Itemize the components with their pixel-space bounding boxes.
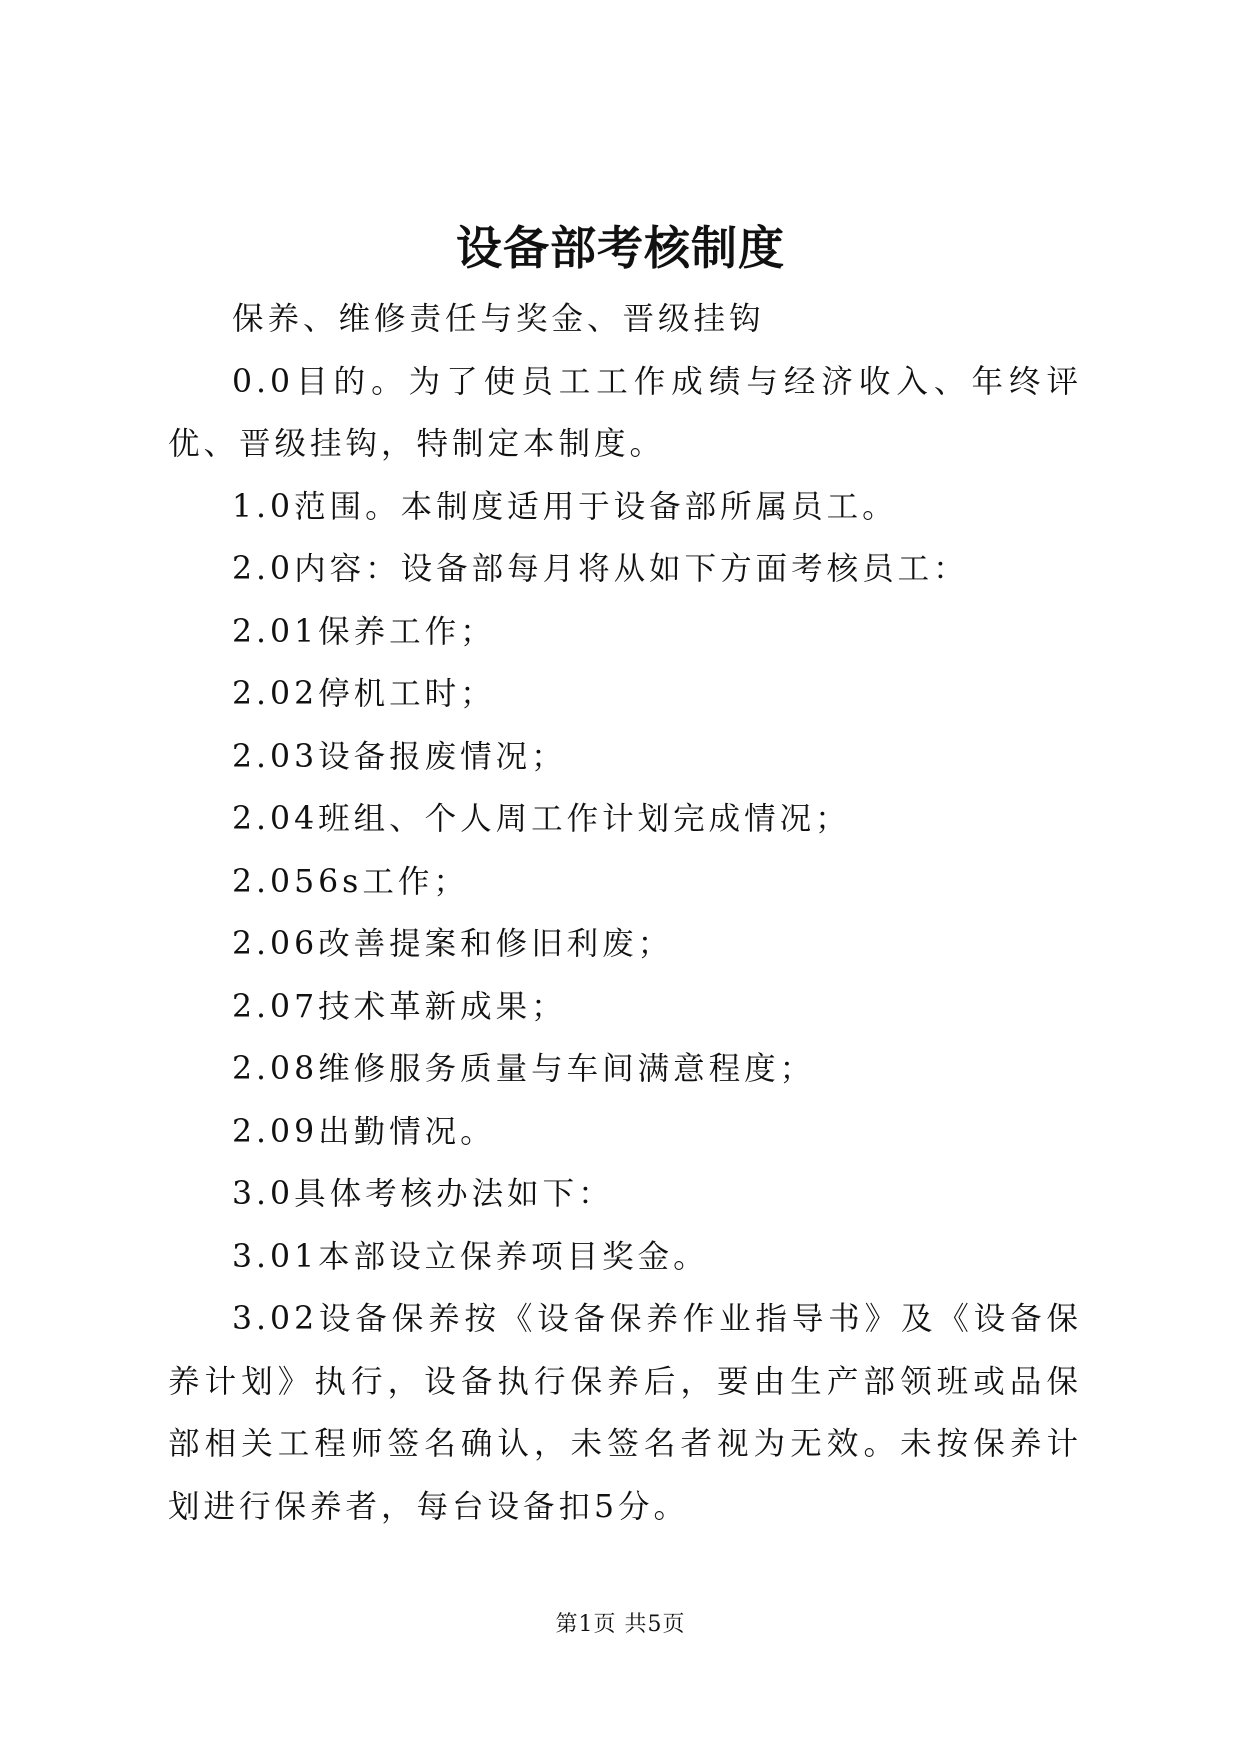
paragraph: 2.08维修服务质量与车间满意程度； bbox=[232, 1051, 816, 1087]
paragraph: 2.056s工作； bbox=[232, 863, 469, 900]
paragraph: 3.01本部设立保养项目奖金。 bbox=[232, 1238, 709, 1275]
paragraph: 2.0内容：设备部每月将从如下方面考核员工： bbox=[232, 551, 969, 587]
document-title: 设备部考核制度 bbox=[456, 221, 785, 275]
paragraph: 2.09出勤情况。 bbox=[232, 1113, 496, 1150]
paragraph: 1.0范围。本制度适用于设备部所属员工。 bbox=[232, 488, 898, 525]
paragraph: 3.02设备保养按《设备保养作业指导书》及《设备保养计划》执行，设备执行保养后，要由生产部领班或品保部相关工程师签名确认，未签名者视为无效。未按保养计划进行保养者，每台设备扣5分。 bbox=[168, 1301, 1082, 1525]
paragraph: 3.0具体考核办法如下： bbox=[232, 1176, 614, 1212]
document-body bbox=[168, 288, 1082, 1538]
page-footer bbox=[0, 1610, 1241, 1640]
paragraph: 保养、维修责任与奖金、晋级挂钩 bbox=[232, 301, 765, 337]
page-number-label: 第1页 共5页 bbox=[555, 1612, 686, 1637]
paragraph: 2.03设备报废情况； bbox=[232, 738, 567, 775]
paragraph: 2.06改善提案和修旧利废； bbox=[232, 926, 674, 962]
paragraph: 2.04班组、个人周工作计划完成情况； bbox=[232, 801, 851, 837]
paragraph: 0.0目的。为了使员工工作成绩与经济收入、年终评优、晋级挂钩，特制定本制度。 bbox=[168, 363, 1082, 462]
paragraph: 2.07技术革新成果； bbox=[232, 988, 567, 1025]
paragraph: 2.01保养工作； bbox=[232, 613, 496, 650]
paragraph: 2.02停机工时； bbox=[232, 676, 496, 712]
